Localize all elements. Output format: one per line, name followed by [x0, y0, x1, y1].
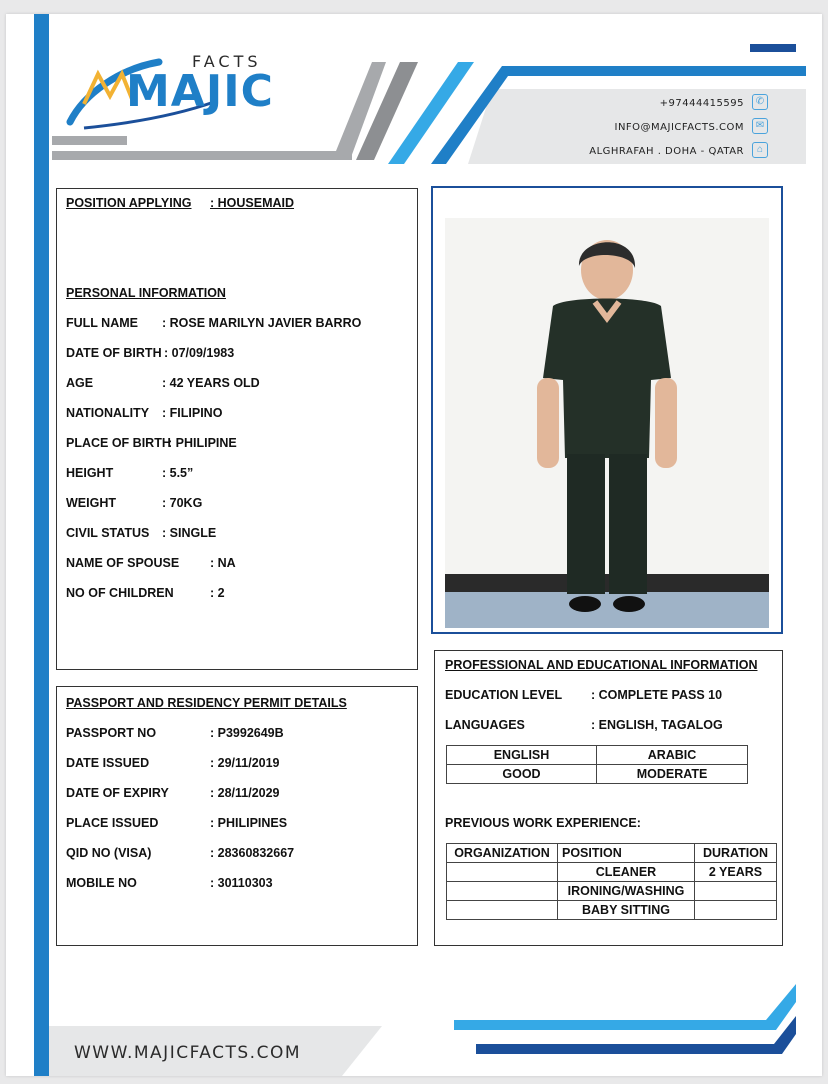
- cv-page: [6, 14, 822, 1076]
- date-issued-label: DATE ISSUED: [66, 756, 150, 770]
- experience-table: [446, 843, 777, 920]
- spouse-value: : NA: [210, 556, 236, 570]
- exp-header-organization: ORGANIZATION: [447, 844, 558, 863]
- civil-status-value: : SINGLE: [162, 526, 217, 540]
- applicant-photo: [445, 218, 769, 628]
- personal-info-title: PERSONAL INFORMATION: [66, 286, 226, 300]
- education-level-value: : COMPLETE PASS 10: [591, 688, 723, 702]
- pob-label: PLACE OF BIRTH: [66, 436, 171, 450]
- dob-label: DATE OF BIRTH: [66, 346, 162, 360]
- height-label: HEIGHT: [66, 466, 114, 480]
- qid-value: : 28360832667: [210, 846, 295, 860]
- logo-subtext: FACTS: [192, 52, 262, 71]
- table-row: [447, 844, 777, 863]
- table-row: [447, 863, 777, 882]
- age-label: AGE: [66, 376, 94, 390]
- lang-level-english: GOOD: [447, 765, 597, 784]
- languages-value: : ENGLISH, TAGALOG: [591, 718, 723, 732]
- home-icon: ⌂: [752, 142, 768, 158]
- contact-email: INFO@MAJICFACTS.COM: [614, 122, 744, 133]
- logo-text: MAJIC: [126, 66, 274, 117]
- spouse-label: NAME OF SPOUSE: [66, 556, 180, 570]
- date-expiry-value: : 28/11/2029: [210, 786, 280, 800]
- weight-value: : 70KG: [162, 496, 203, 510]
- exp-cell: [447, 882, 558, 901]
- weight-label: WEIGHT: [66, 496, 116, 510]
- education-level-label: EDUCATION LEVEL: [445, 688, 563, 702]
- exp-cell: IRONING/WASHING: [558, 882, 695, 901]
- language-table: [446, 745, 748, 784]
- place-issued-label: PLACE ISSUED: [66, 816, 159, 830]
- contact-address: ALGHRAFAH . DOHA - QATAR: [589, 146, 744, 157]
- pob-value: : PHILIPINE: [168, 436, 237, 450]
- education-title: PROFESSIONAL AND EDUCATIONAL INFORMATION: [445, 658, 758, 672]
- nationality-value: : FILIPINO: [162, 406, 223, 420]
- email-icon: ✉: [752, 118, 768, 134]
- lang-header-arabic: ARABIC: [597, 746, 748, 765]
- table-row: [447, 765, 748, 784]
- company-logo: [64, 44, 274, 134]
- experience-title: PREVIOUS WORK EXPERIENCE:: [445, 816, 641, 830]
- position-label: POSITION APPLYING: [66, 196, 192, 210]
- civil-status-label: CIVIL STATUS: [66, 526, 150, 540]
- contact-phone: +97444415595: [659, 98, 744, 109]
- place-issued-value: : PHILIPINES: [210, 816, 288, 830]
- mobile-label: MOBILE NO: [66, 876, 137, 890]
- nationality-label: NATIONALITY: [66, 406, 150, 420]
- photo-frame: [431, 186, 783, 634]
- date-issued-value: : 29/11/2019: [210, 756, 280, 770]
- passport-title: PASSPORT AND RESIDENCY PERMIT DETAILS: [66, 696, 347, 710]
- full-name-value: : ROSE MARILYN JAVIER BARRO: [162, 316, 362, 330]
- mobile-value: : 30110303: [210, 876, 273, 890]
- full-name-label: FULL NAME: [66, 316, 138, 330]
- passport-no-value: : P3992649B: [210, 726, 284, 740]
- languages-label: LANGUAGES: [445, 718, 525, 732]
- exp-header-duration: DURATION: [695, 844, 777, 863]
- passport-no-label: PASSPORT NO: [66, 726, 157, 740]
- table-row: [447, 882, 777, 901]
- qid-label: QID NO (VISA): [66, 846, 152, 860]
- exp-cell: [695, 882, 777, 901]
- exp-cell: [695, 901, 777, 920]
- exp-header-position: POSITION: [558, 844, 695, 863]
- footer-website: WWW.MAJICFACTS.COM: [74, 1043, 301, 1063]
- position-value: : HOUSEMAID: [210, 196, 295, 210]
- height-value: : 5.5”: [162, 466, 194, 480]
- date-expiry-label: DATE OF EXPIRY: [66, 786, 169, 800]
- children-label: NO OF CHILDREN: [66, 586, 174, 600]
- table-row: [447, 901, 777, 920]
- phone-icon: ✆: [752, 94, 768, 110]
- exp-cell: 2 YEARS: [695, 863, 777, 882]
- exp-cell: CLEANER: [558, 863, 695, 882]
- lang-header-english: ENGLISH: [447, 746, 597, 765]
- dob-value: : 07/09/1983: [164, 346, 235, 360]
- table-row: [447, 746, 748, 765]
- exp-cell: [447, 901, 558, 920]
- exp-cell: BABY SITTING: [558, 901, 695, 920]
- children-value: : 2: [210, 586, 225, 600]
- age-value: : 42 YEARS OLD: [162, 376, 260, 390]
- lang-level-arabic: MODERATE: [597, 765, 748, 784]
- exp-cell: [447, 863, 558, 882]
